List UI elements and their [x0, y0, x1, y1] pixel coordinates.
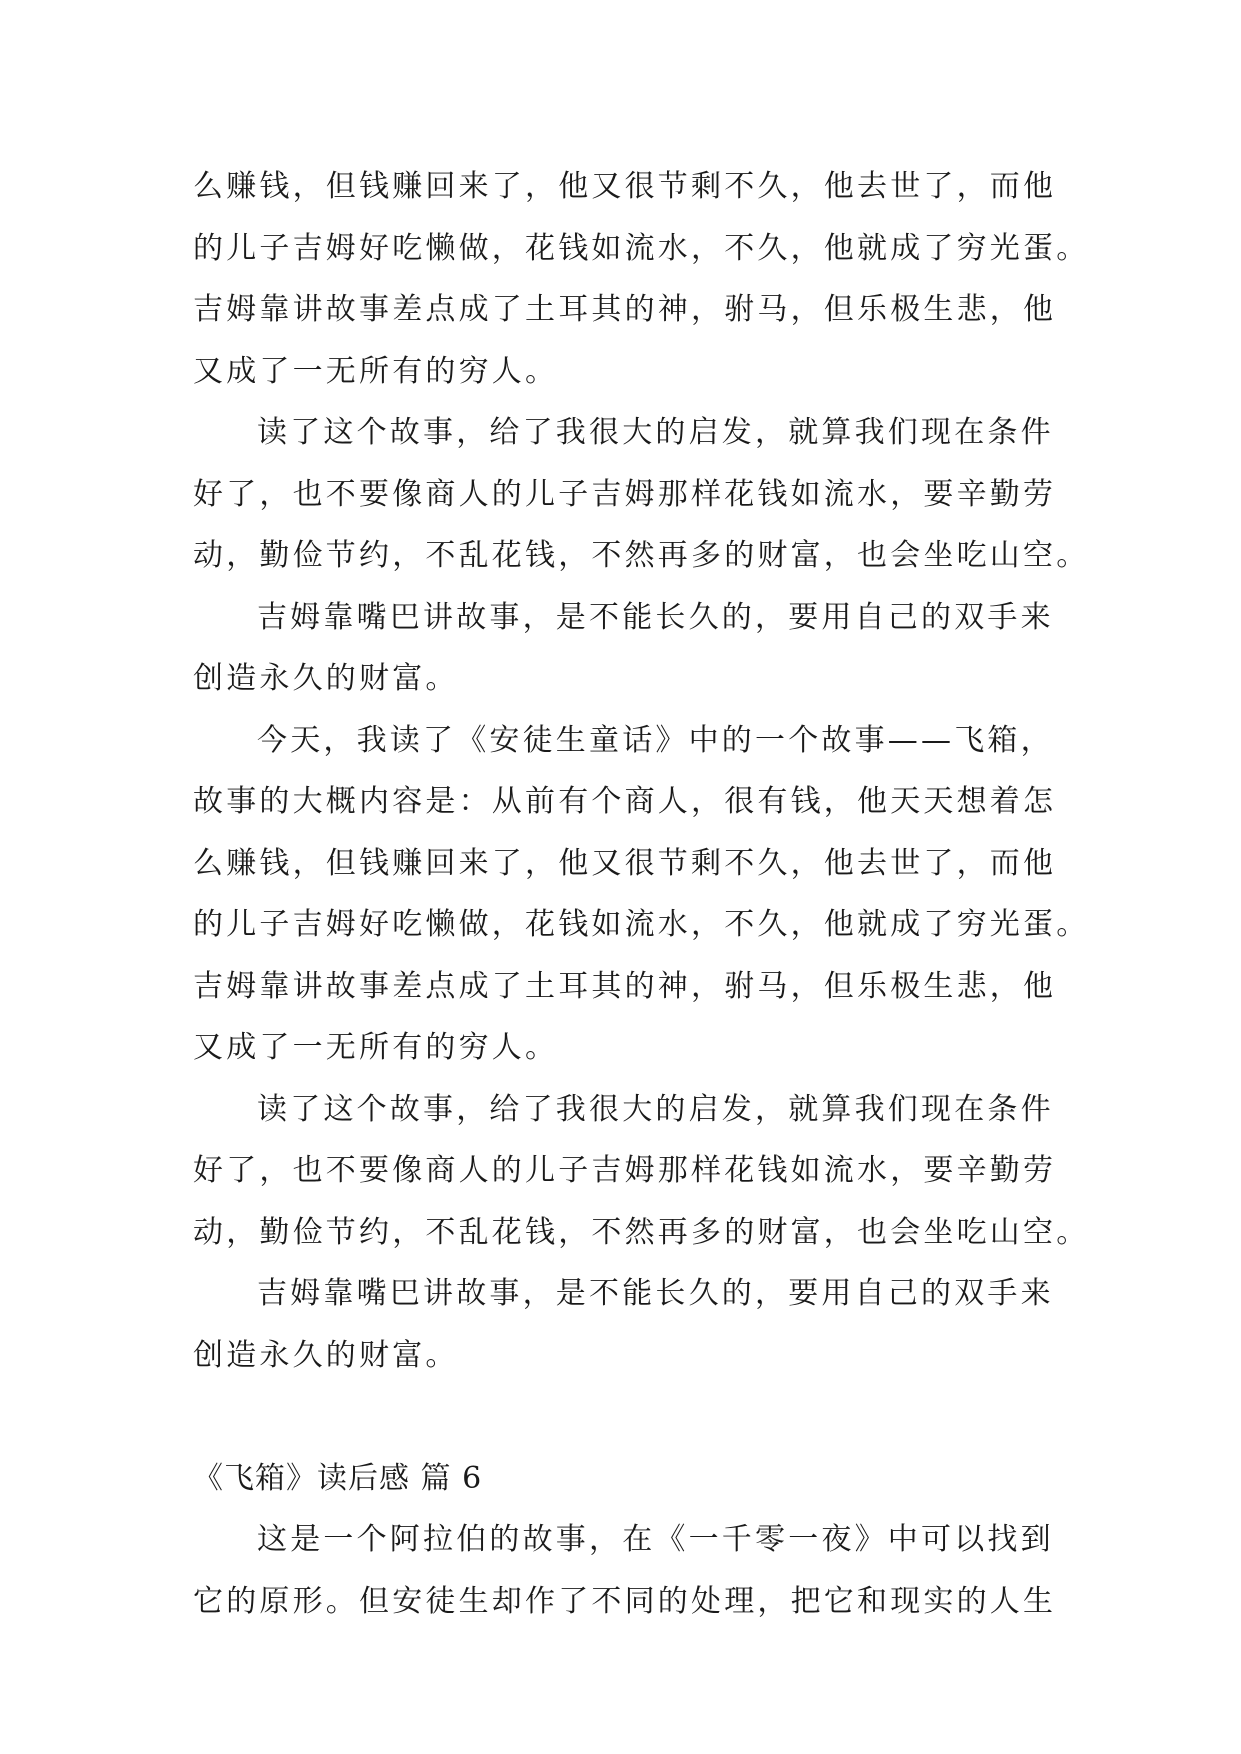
- text-line: 吉姆靠讲故事差点成了土耳其的神，驸马，但乐极生悲，他: [193, 292, 1057, 327]
- text-line: 么赚钱，但钱赚回来了，他又很节剩不久，他去世了，而他: [193, 169, 1057, 204]
- text-line: 好了，也不要像商人的儿子吉姆那样花钱如流水，要辛勤劳: [193, 1153, 1057, 1188]
- text-line: 故事的大概内容是：从前有个商人，很有钱，他天天想着怎: [193, 784, 1057, 819]
- paragraph-first-line: 这是一个阿拉伯的故事，在《一千零一夜》中可以找到: [257, 1522, 1054, 1557]
- paragraph-first-line: 读了这个故事，给了我很大的启发，就算我们现在条件: [257, 1091, 1054, 1127]
- text-line: 创造永久的财富。: [193, 661, 459, 696]
- paragraph-first-line: 吉姆靠嘴巴讲故事，是不能长久的，要用自己的双手来: [257, 599, 1054, 635]
- section-gap: [193, 1386, 1053, 1448]
- document-body: [193, 156, 1090, 1632]
- text-line: 的儿子吉姆好吃懒做，花钱如流水，不久，他就成了穷光蛋。: [193, 907, 1090, 942]
- text-line: 动，勤俭节约，不乱花钱，不然再多的财富，也会坐吃山空。: [193, 1214, 1090, 1250]
- text-line: 吉姆靠讲故事差点成了土耳其的神，驸马，但乐极生悲，他: [193, 968, 1057, 1004]
- paragraph-first-line: 今天，我读了《安徒生童话》中的一个故事——飞箱，: [257, 722, 1054, 758]
- text-line: 创造永久的财富。: [193, 1337, 459, 1373]
- section-heading: 《飞箱》读后感 篇 6: [193, 1460, 483, 1496]
- paragraph-first-line: 吉姆靠嘴巴讲故事，是不能长久的，要用自己的双手来: [257, 1276, 1054, 1311]
- text-line: 么赚钱，但钱赚回来了，他又很节剩不久，他去世了，而他: [193, 845, 1057, 881]
- paragraph-first-line: 读了这个故事，给了我很大的启发，就算我们现在条件: [257, 415, 1054, 450]
- text-line: 好了，也不要像商人的儿子吉姆那样花钱如流水，要辛勤劳: [193, 476, 1057, 512]
- text-line: 它的原形。但安徒生却作了不同的处理，把它和现实的人生: [193, 1583, 1057, 1619]
- text-line: 动，勤俭节约，不乱花钱，不然再多的财富，也会坐吃山空。: [193, 538, 1090, 573]
- text-line: 又成了一无所有的穷人。: [193, 353, 559, 389]
- text-line: 又成了一无所有的穷人。: [193, 1030, 559, 1065]
- text-line: 的儿子吉姆好吃懒做，花钱如流水，不久，他就成了穷光蛋。: [193, 230, 1090, 266]
